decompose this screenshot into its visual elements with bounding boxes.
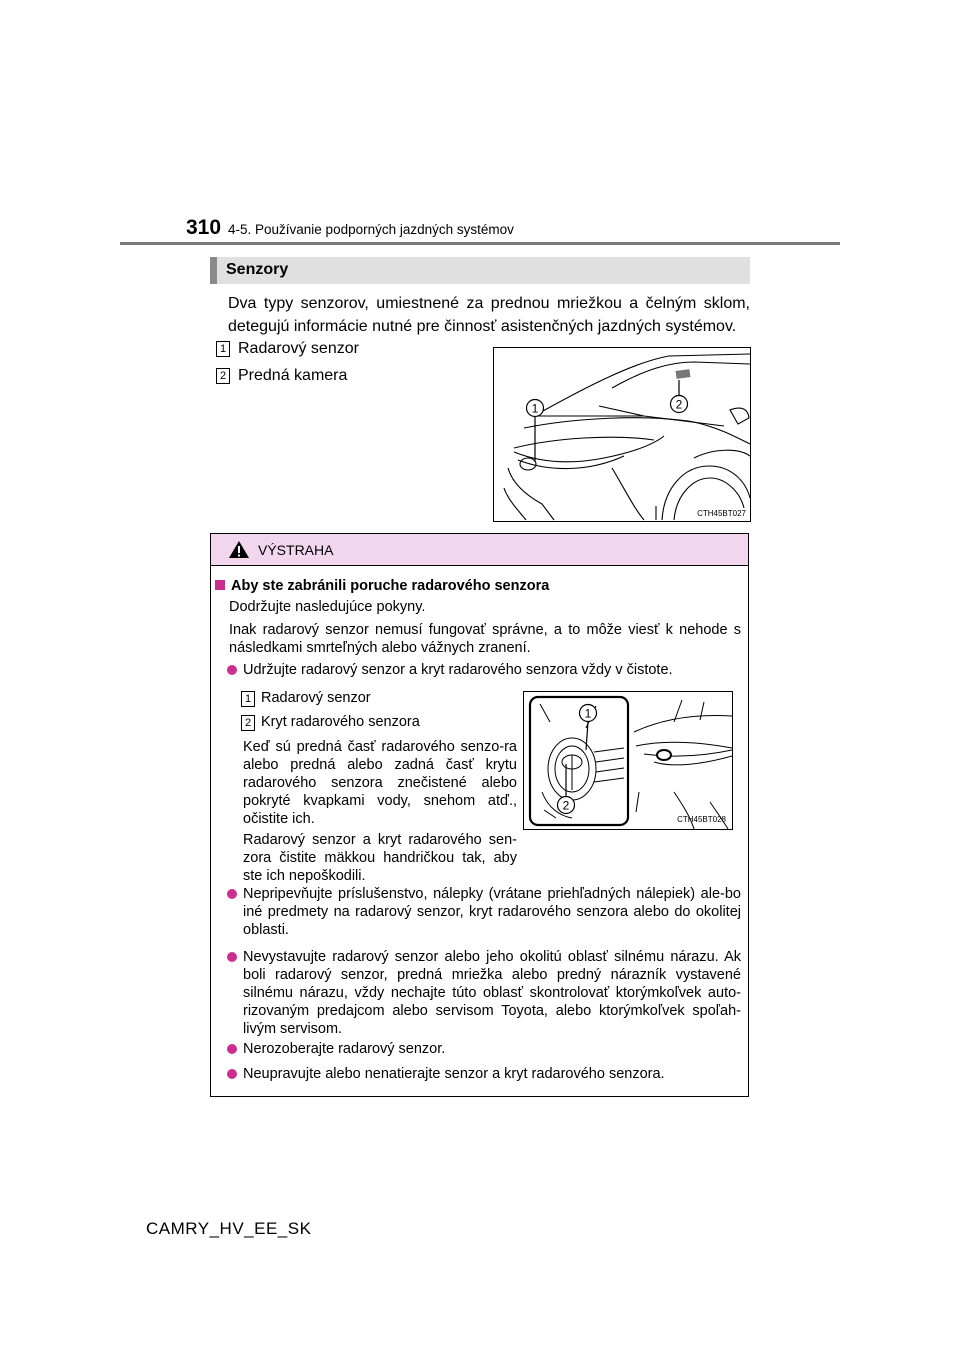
warning-bullet-clean: Udržujte radarový senzor a kryt radarového senzora vždy v čistote. xyxy=(227,661,741,679)
radar-sensor-figure xyxy=(523,691,733,830)
callout-number: 2 xyxy=(562,798,570,813)
car-front-illustration xyxy=(494,348,750,521)
warning-line-1: Dodržujte nasledujúce pokyny. xyxy=(229,599,426,615)
car-sensors-figure xyxy=(493,347,751,522)
round-bullet-icon xyxy=(227,1069,237,1079)
legend-label: Radarový senzor xyxy=(261,690,371,706)
warning-bullet-impact: Nevystavujte radarový senzor alebo jeho okolitú oblasť silnému nárazu. Ak boli radarový senzor, predná mriežka alebo predný nárazník vystavené silnému nárazu, vždy nechajte túto oblasť skontrolovať ktorýmkoľvek auto-rizovaným predajcom alebo servisom Toyota, alebo ktorýmkoľvek spoľah-livým servisom. xyxy=(227,948,741,1038)
legend-item-front-camera xyxy=(216,367,347,385)
legend-number-box: 1 xyxy=(241,691,255,707)
warning-header xyxy=(211,534,748,566)
figure-code: CTH45BT027 xyxy=(697,509,746,518)
warning-line-2: Inak radarový senzor nemusí fungovať správne, a to môže viesť k nehode s následkami smrteľných alebo vážnych zranení. xyxy=(229,622,741,656)
warning-triangle-icon xyxy=(228,540,250,559)
warning-bullet-accessories: Nepripevňujte príslušenstvo, nálepky (vrátane priehľadných nálepiek) ale-bo iné predmety na radarový senzor, kryt radarového senzora alebo do okolitej oblasti. xyxy=(227,885,741,939)
front-camera-shape xyxy=(676,369,691,379)
radar-sensor-illustration xyxy=(524,692,732,829)
legend-label: Predná kamera xyxy=(238,367,348,384)
warning-bullet-paint: Neupravujte alebo nenatierajte senzor a kryt radarového senzora. xyxy=(227,1065,741,1083)
legend-number-box: 2 xyxy=(241,715,255,731)
square-bullet-icon xyxy=(215,580,225,590)
warning-heading xyxy=(215,577,735,595)
round-bullet-icon xyxy=(227,889,237,899)
legend-item-sensor-cover xyxy=(241,713,420,731)
document-code: CAMRY_HV_EE_SK xyxy=(146,1219,312,1238)
round-bullet-icon xyxy=(227,952,237,962)
header-rule xyxy=(120,242,840,245)
round-bullet-icon xyxy=(227,1044,237,1054)
chapter-title: 4-5. Používanie podporných jazdných systémov xyxy=(228,222,514,237)
warning-heading-text: Aby ste zabránili poruche radarového senzora xyxy=(231,578,550,594)
warning-bullet-disassemble: Nerozoberajte radarový senzor. xyxy=(227,1040,741,1058)
round-bullet-icon xyxy=(227,665,237,675)
section-heading-bar xyxy=(210,257,750,284)
callout-number: 2 xyxy=(675,397,683,412)
callout-number: 1 xyxy=(584,706,592,721)
legend-item-radar-sensor xyxy=(241,689,371,707)
figure-code: CTH45BT028 xyxy=(677,815,726,824)
cleaning-paragraph-2: Radarový senzor a kryt radarového sen-zora čistite mäkkou handričkou tak, aby ste ich nepoškodili. xyxy=(243,832,517,884)
section-intro: Dva typy senzorov, umiestnené za prednou mriežkou a čelným sklom, detegujú informácie nutné pre činnosť asistenčných jazdných systémov. xyxy=(228,295,750,335)
legend-label: Kryt radarového senzora xyxy=(261,714,420,730)
legend-label: Radarový senzor xyxy=(238,340,359,357)
legend-number-box: 2 xyxy=(216,368,230,384)
legend-item-radar-sensor xyxy=(216,340,359,358)
legend-number-box: 1 xyxy=(216,341,230,357)
warning-label: VÝSTRAHA xyxy=(258,542,334,558)
cleaning-paragraph-1: Keď sú predná časť radarového senzo-ra alebo predná alebo zadná časť krytu radarového senzora znečistené alebo pokryté kvapkami vody, snehom atď., očistite ich. xyxy=(243,739,517,827)
page-number: 310 xyxy=(186,216,222,239)
callout-number: 1 xyxy=(531,401,539,416)
section-title: Senzory xyxy=(226,261,289,278)
warning-box xyxy=(210,533,749,1097)
section-bar-accent xyxy=(210,257,217,284)
